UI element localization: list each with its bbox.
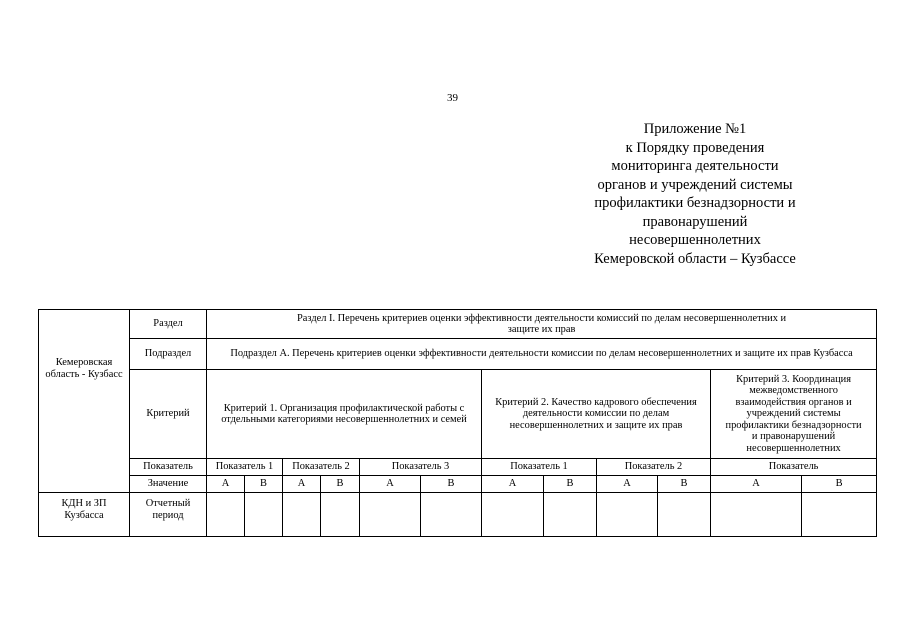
criterion-1-indicator-1: Показатель 1 (207, 459, 283, 476)
criterion-3: Критерий 3. Координация межведомственного взаимодействия органов и учреждений системы профилактики безнадзорности и правонарушений несовершеннолетних (711, 370, 877, 459)
table-row (39, 493, 877, 537)
data-cell[interactable] (482, 493, 544, 537)
value-header-cell: А (360, 476, 421, 493)
value-header-cell: В (658, 476, 711, 493)
criterion-3-indicator: Показатель (711, 459, 877, 476)
region-name: Кемеровская область - Кузбасс (45, 357, 123, 380)
value-header-cell: В (321, 476, 360, 493)
appendix-line: органов и учреждений системы (597, 176, 793, 193)
criterion-1-indicator-2: Показатель 2 (283, 459, 360, 476)
criterion-1: Критерий 1. Организация профилактической работы с отдельными категориями несовершеннолетних и семей (207, 370, 482, 459)
monitoring-table (38, 309, 877, 537)
row-period: Отчетный период (130, 493, 207, 537)
data-cell[interactable] (544, 493, 597, 537)
data-cell[interactable] (283, 493, 321, 537)
appendix-line: мониторинга деятельности (611, 158, 779, 174)
appendix-line: профилактики безнадзорности и (594, 195, 796, 211)
data-cell[interactable] (245, 493, 283, 537)
criterion-2-indicator-2: Показатель 2 (597, 459, 711, 476)
value-header-cell: А (207, 476, 245, 493)
data-cell[interactable] (658, 493, 711, 537)
value-header-cell: В (421, 476, 482, 493)
value-header-cell: А (283, 476, 321, 493)
subsection-row (39, 339, 877, 370)
criterion-label: Критерий (130, 370, 207, 459)
subsection-label: Подраздел (130, 339, 207, 370)
value-header-cell: В (245, 476, 283, 493)
section-label: Раздел (130, 310, 207, 339)
criterion-2-indicator-1: Показатель 1 (482, 459, 597, 476)
appendix-line: Кемеровской области – Кузбассе (594, 250, 796, 267)
indicator-row (39, 459, 877, 476)
value-label: Значение (130, 476, 207, 493)
appendix-heading (560, 120, 830, 268)
data-cell[interactable] (421, 493, 482, 537)
region-cell (39, 310, 130, 493)
row-entity: КДН и ЗП Кузбасса (39, 493, 130, 537)
page-number: 39 (447, 92, 458, 104)
criterion-row (39, 370, 877, 459)
value-header-cell: А (482, 476, 544, 493)
criterion-2: Критерий 2. Качество кадрового обеспечения деятельности комиссии по делам несовершеннолетних и защите их прав (482, 370, 711, 459)
subsection-title: Подраздел А. Перечень критериев оценки эффективности деятельности комиссии по делам несовершеннолетних и защите их прав Кузбасса (207, 339, 877, 370)
appendix-line: правонарушений (642, 213, 748, 230)
value-header-cell: В (544, 476, 597, 493)
value-header-cell: А (597, 476, 658, 493)
data-cell[interactable] (597, 493, 658, 537)
criterion-1-indicator-3: Показатель 3 (360, 459, 482, 476)
data-cell[interactable] (321, 493, 360, 537)
indicator-label: Показатель (130, 459, 207, 476)
appendix-line: Приложение №1 (643, 121, 747, 137)
appendix-line: несовершеннолетних (629, 232, 761, 248)
data-cell[interactable] (360, 493, 421, 537)
section-title: Раздел I. Перечень критериев оценки эффективности деятельности комиссий по делам несовершеннолетних и защите их прав (207, 310, 877, 339)
appendix-line: к Порядку проведения (625, 139, 765, 156)
data-cell[interactable] (207, 493, 245, 537)
data-cell[interactable] (802, 493, 877, 537)
section-row (39, 310, 877, 339)
value-row (39, 476, 877, 493)
value-header-cell: А (711, 476, 802, 493)
value-header-cell: В (802, 476, 877, 493)
data-cell[interactable] (711, 493, 802, 537)
